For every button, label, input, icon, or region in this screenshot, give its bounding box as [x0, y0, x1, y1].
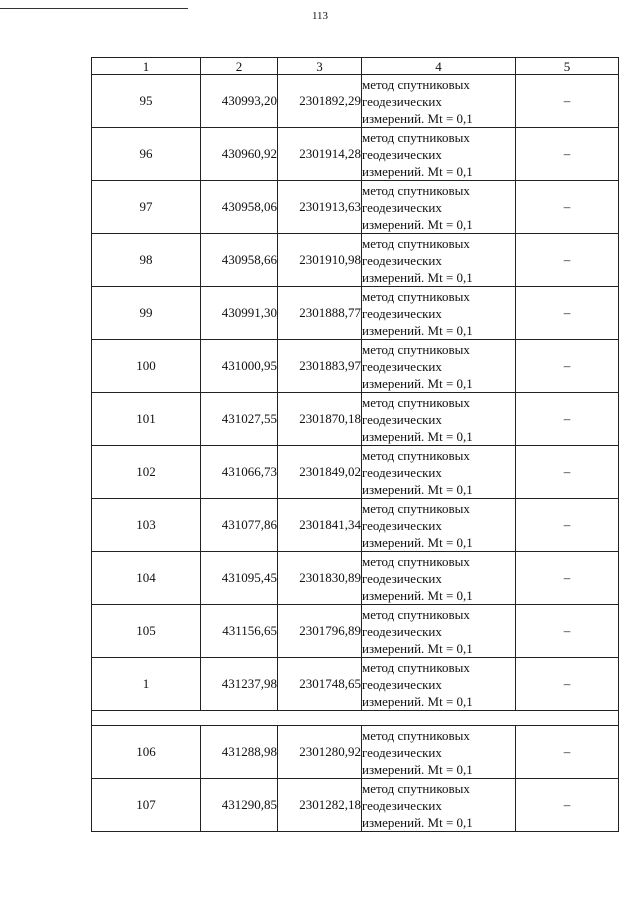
method-line: метод спутниковых [362, 288, 470, 304]
method-line: метод спутниковых [362, 129, 470, 145]
method-line: измерений. Mt = 0,1 [362, 534, 473, 550]
method-line: геодезических [362, 146, 442, 162]
y-coordinate-cell: 2301841,34 [278, 499, 362, 552]
point-number-cell: 1 [92, 658, 201, 711]
note-cell: – [516, 779, 619, 832]
y-coordinate-cell: 2301913,63 [278, 181, 362, 234]
table-row [92, 779, 619, 832]
x-coordinate-cell: 430958,66 [201, 234, 278, 287]
x-coordinate-cell: 430991,30 [201, 287, 278, 340]
header-col-1: 1 [92, 58, 201, 75]
table-row [92, 605, 619, 658]
method-line: метод спутниковых [362, 341, 470, 357]
y-coordinate-cell: 2301910,98 [278, 234, 362, 287]
method-line: измерений. Mt = 0,1 [362, 375, 473, 391]
point-number-cell: 103 [92, 499, 201, 552]
method-line: метод спутниковых [362, 727, 470, 743]
y-coordinate-cell: 2301748,65 [278, 658, 362, 711]
point-number-cell: 104 [92, 552, 201, 605]
note-cell: – [516, 340, 619, 393]
method-line: измерений. Mt = 0,1 [362, 216, 473, 232]
x-coordinate-cell: 431156,65 [201, 605, 278, 658]
method-line: геодезических [362, 570, 442, 586]
x-coordinate-cell: 431237,98 [201, 658, 278, 711]
method-line: метод спутниковых [362, 553, 470, 569]
y-coordinate-cell: 2301888,77 [278, 287, 362, 340]
note-cell: – [516, 446, 619, 499]
method-line: геодезических [362, 199, 442, 215]
method-cell [362, 446, 516, 499]
method-line: геодезических [362, 797, 442, 813]
header-row [92, 58, 619, 75]
method-cell [362, 75, 516, 128]
point-number-cell: 98 [92, 234, 201, 287]
point-number-cell: 97 [92, 181, 201, 234]
method-cell [362, 340, 516, 393]
note-cell: – [516, 726, 619, 779]
method-line: геодезических [362, 93, 442, 109]
y-coordinate-cell: 2301849,02 [278, 446, 362, 499]
method-cell [362, 393, 516, 446]
y-coordinate-cell: 2301883,97 [278, 340, 362, 393]
y-coordinate-cell: 2301870,18 [278, 393, 362, 446]
table-row [92, 128, 619, 181]
separator-cell [92, 711, 619, 726]
note-cell: – [516, 287, 619, 340]
note-cell: – [516, 128, 619, 181]
method-line: геодезических [362, 623, 442, 639]
note-cell: – [516, 552, 619, 605]
x-coordinate-cell: 430993,20 [201, 75, 278, 128]
point-number-cell: 100 [92, 340, 201, 393]
method-line: метод спутниковых [362, 500, 470, 516]
x-coordinate-cell: 431077,86 [201, 499, 278, 552]
method-cell [362, 605, 516, 658]
method-line: геодезических [362, 744, 442, 760]
table-row [92, 552, 619, 605]
point-number-cell: 106 [92, 726, 201, 779]
method-cell [362, 658, 516, 711]
method-line: метод спутниковых [362, 447, 470, 463]
point-number-cell: 99 [92, 287, 201, 340]
table-row [92, 340, 619, 393]
method-line: измерений. Mt = 0,1 [362, 428, 473, 444]
method-cell [362, 499, 516, 552]
x-coordinate-cell: 430960,92 [201, 128, 278, 181]
note-cell: – [516, 75, 619, 128]
y-coordinate-cell: 2301796,89 [278, 605, 362, 658]
method-line: метод спутниковых [362, 182, 470, 198]
method-line: измерений. Mt = 0,1 [362, 587, 473, 603]
header-col-2: 2 [201, 58, 278, 75]
table-row [92, 658, 619, 711]
method-cell [362, 726, 516, 779]
x-coordinate-cell: 431066,73 [201, 446, 278, 499]
method-line: геодезических [362, 464, 442, 480]
point-number-cell: 105 [92, 605, 201, 658]
method-line: метод спутниковых [362, 394, 470, 410]
y-coordinate-cell: 2301914,28 [278, 128, 362, 181]
x-coordinate-cell: 431000,95 [201, 340, 278, 393]
method-cell [362, 552, 516, 605]
method-line: измерений. Mt = 0,1 [362, 814, 473, 830]
table-row [92, 499, 619, 552]
method-line: геодезических [362, 411, 442, 427]
method-line: геодезических [362, 305, 442, 321]
y-coordinate-cell: 2301892,29 [278, 75, 362, 128]
table-row [92, 75, 619, 128]
method-line: метод спутниковых [362, 659, 470, 675]
table-row [92, 726, 619, 779]
method-line: измерений. Mt = 0,1 [362, 269, 473, 285]
top-rule [0, 8, 188, 9]
method-line: метод спутниковых [362, 606, 470, 622]
method-cell [362, 181, 516, 234]
note-cell: – [516, 658, 619, 711]
x-coordinate-cell: 431290,85 [201, 779, 278, 832]
x-coordinate-cell: 431095,45 [201, 552, 278, 605]
header-col-5: 5 [516, 58, 619, 75]
method-cell [362, 779, 516, 832]
x-coordinate-cell: 431288,98 [201, 726, 278, 779]
method-cell [362, 234, 516, 287]
point-number-cell: 95 [92, 75, 201, 128]
method-line: измерений. Mt = 0,1 [362, 640, 473, 656]
header-col-3: 3 [278, 58, 362, 75]
point-number-cell: 102 [92, 446, 201, 499]
note-cell: – [516, 181, 619, 234]
method-line: измерений. Mt = 0,1 [362, 761, 473, 777]
x-coordinate-cell: 431027,55 [201, 393, 278, 446]
point-number-cell: 107 [92, 779, 201, 832]
method-line: метод спутниковых [362, 76, 470, 92]
separator-row [92, 711, 619, 726]
method-line: измерений. Mt = 0,1 [362, 110, 473, 126]
table-row [92, 181, 619, 234]
note-cell: – [516, 499, 619, 552]
table-row [92, 234, 619, 287]
x-coordinate-cell: 430958,06 [201, 181, 278, 234]
method-line: геодезических [362, 517, 442, 533]
y-coordinate-cell: 2301282,18 [278, 779, 362, 832]
page-number: 113 [311, 10, 329, 22]
coordinates-table [91, 57, 619, 832]
method-line: геодезических [362, 252, 442, 268]
method-cell [362, 128, 516, 181]
method-cell [362, 287, 516, 340]
table-row [92, 446, 619, 499]
point-number-cell: 96 [92, 128, 201, 181]
y-coordinate-cell: 2301280,92 [278, 726, 362, 779]
method-line: измерений. Mt = 0,1 [362, 693, 473, 709]
note-cell: – [516, 393, 619, 446]
y-coordinate-cell: 2301830,89 [278, 552, 362, 605]
method-line: измерений. Mt = 0,1 [362, 322, 473, 338]
point-number-cell: 101 [92, 393, 201, 446]
method-line: геодезических [362, 358, 442, 374]
table-row [92, 287, 619, 340]
method-line: метод спутниковых [362, 235, 470, 251]
method-line: геодезических [362, 676, 442, 692]
method-line: измерений. Mt = 0,1 [362, 163, 473, 179]
note-cell: – [516, 605, 619, 658]
method-line: метод спутниковых [362, 780, 470, 796]
table-row [92, 393, 619, 446]
note-cell: – [516, 234, 619, 287]
method-line: измерений. Mt = 0,1 [362, 481, 473, 497]
header-col-4: 4 [362, 58, 516, 75]
